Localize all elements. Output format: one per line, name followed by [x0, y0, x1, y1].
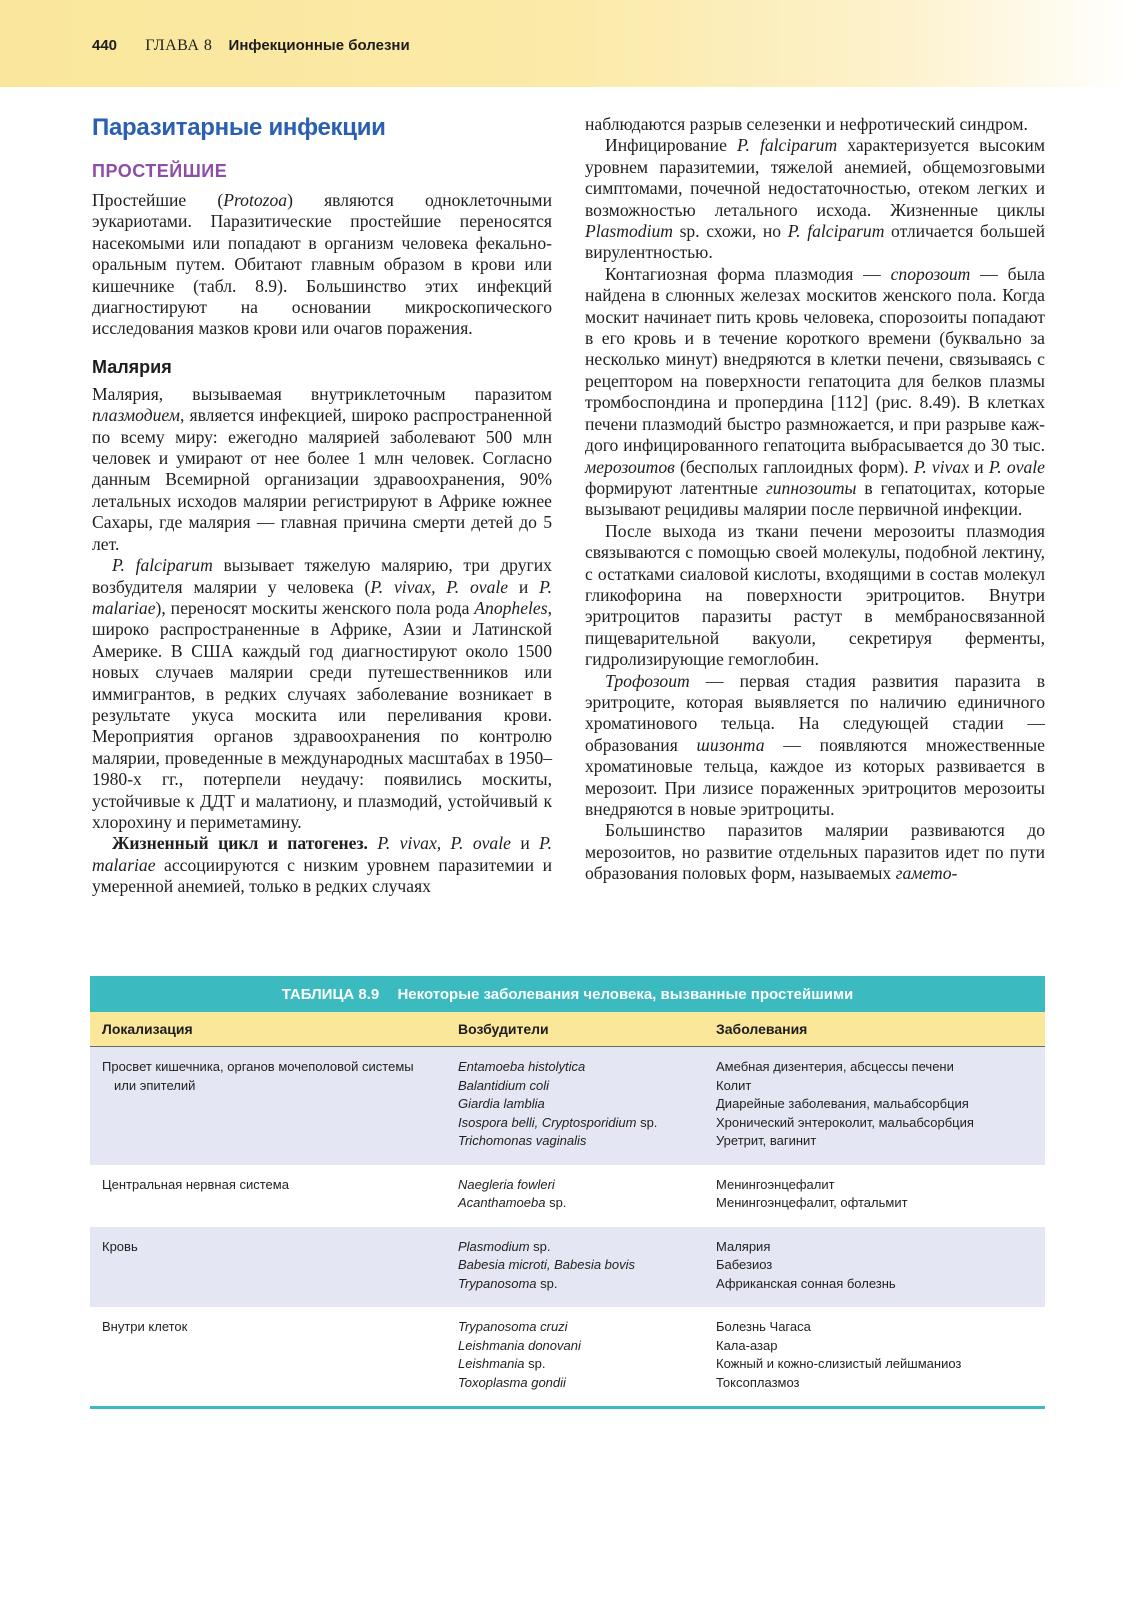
- text-run: sp.: [636, 1114, 658, 1130]
- table-row: [90, 1047, 1045, 1165]
- text-run: sp.: [536, 1275, 558, 1291]
- text-run: sp.: [529, 1238, 551, 1254]
- bold-run: Жизненный цикл и патогенез.: [112, 833, 368, 854]
- italic-run: Trichomonas vaginalis: [458, 1133, 587, 1148]
- agent-line: [458, 1058, 716, 1077]
- text-run: , является инфекцией, широко распространенной по всему миру: ежегодно малярией заболевают 500 млн человек и умирают от нее более 1 млн человек. Согласно данным Всемирной организации здравоохранения, 90% летальных исходов малярии регистрируют в Африке южнее Сахары, где малярия — главная причина смерти детей до 5 лет.: [92, 405, 552, 554]
- text-run: Простейшие (: [92, 190, 224, 210]
- text-run: ассоциируются с низким уровнем паразитемии и умеренной анемией, только в редких случаях: [92, 854, 552, 897]
- italic-run: Balantidium coli: [458, 1077, 550, 1093]
- disease-line: Болезнь Чагаса: [716, 1319, 811, 1334]
- italic-run: Babesia microti, Babesia bovis: [458, 1257, 636, 1272]
- table-row: [90, 1165, 1045, 1227]
- agent-line: [458, 1238, 716, 1257]
- location-line: или эпителий: [114, 1077, 196, 1093]
- text-run: Большинство паразитов малярии развиваются до мерозоитов, но развитие отдельных паразитов идет по пути образования половых форм, называемых: [585, 820, 1045, 884]
- text-run: и: [510, 833, 540, 854]
- disease-line: Колит: [716, 1077, 752, 1093]
- protozoa-table: [90, 976, 1045, 1409]
- location-cell: [90, 1176, 458, 1195]
- italic-run: Anopheles: [474, 597, 548, 618]
- paragraph: [92, 555, 552, 833]
- italic-run: Acanthamoeba: [458, 1195, 546, 1210]
- text-run: sp.: [545, 1195, 567, 1210]
- italic-run: P. falciparum: [112, 555, 213, 576]
- location-line: Кровь: [102, 1238, 138, 1254]
- agent-line: [458, 1114, 716, 1133]
- agents-cell: [458, 1238, 716, 1294]
- text-run: sp. схожи, но: [672, 221, 788, 242]
- subsection-title: ПРОСТЕЙШИЕ: [92, 161, 228, 181]
- text-run: , широко распространенные в Африке, Азии и Латинской Америке. В США каждый год диагностируют около 1500 новых случаев малярии среди путешественников или иммигрантов, в редких случаях заболевание возникает в результате укуса москита или переливания крови. Мероприятия органов здравоохранения по контролю малярии, проведенные в международных масштабах в 1950–1980-х гг., потерпели неудачу: появились москиты, устойчивые к ДДТ и малатиону, и плазмодий, устойчивый к хлорохину и периметамину.: [92, 597, 552, 832]
- disease-line: Африканская сонная болезнь: [716, 1275, 896, 1291]
- diseases-cell: [716, 1176, 1045, 1213]
- agent-line: [458, 1374, 716, 1393]
- disease-line: Кожный и кожно-слизистый лейшманиоз: [716, 1356, 962, 1371]
- malaria-heading: Малярия: [92, 356, 172, 377]
- italic-run: гамето-: [895, 863, 958, 884]
- paragraph: [585, 820, 1045, 884]
- italic-run: Leishmania donovani: [458, 1337, 581, 1353]
- text-run: вызывает тяжелую малярию, три других возбудителя малярии у человека (: [92, 555, 552, 597]
- table-title-bar: [90, 976, 1045, 1012]
- paragraph: [585, 521, 1045, 671]
- disease-line: Менингоэнцефалит, офтальмит: [716, 1195, 908, 1210]
- italic-run: спорозоит: [890, 263, 971, 284]
- location-cell: [90, 1238, 458, 1257]
- italic-run: плазмодием: [92, 405, 180, 426]
- italic-run: мерозоитов: [585, 456, 675, 477]
- paragraph: [92, 190, 552, 340]
- left-column: [92, 114, 552, 898]
- text-run: отличается большей вирулентностью.: [585, 221, 1045, 263]
- text-run: — первая стадия развития паразита в эритроците, которая выявляется по наличию единичного хроматинового тельца. На следующей стадии — образования: [585, 670, 1045, 755]
- location-line: Центральная нервная система: [102, 1176, 289, 1192]
- italic-run: Trypanosoma cruzi: [458, 1319, 568, 1334]
- column-header-agents: Возбудители: [458, 1021, 549, 1037]
- disease-line: Амебная дизентерия, абсцессы печени: [716, 1059, 954, 1074]
- diseases-cell: [716, 1058, 1045, 1151]
- italic-run: P. vivax, P. ovale: [377, 833, 511, 854]
- diseases-cell: [716, 1318, 1045, 1392]
- agent-line: [458, 1077, 716, 1096]
- disease-line: Бабезиоз: [716, 1257, 773, 1272]
- column-header-location: Локализация: [102, 1021, 193, 1037]
- text-run: и: [508, 576, 540, 597]
- text-run: — появляются множественные хроматиновые тельца, каждое из которых развивается в мерозоит. При лизисе пораженных эритроцитов мерозоиты внедряются в новые эритроциты.: [585, 734, 1045, 819]
- text-run: ) являются одноклеточными эукариотами. Паразитические простейшие переносятся насекомыми или попадают в организм человека фекально-оральным путем. Обитают главным образом в крови или кишечнике (табл. 8.9). Большинство этих инфекций диагностируют на основании микроскопического исследования мазков крови или очагов поражения.: [92, 190, 552, 339]
- agents-cell: [458, 1058, 716, 1151]
- italic-run: шизонта: [696, 734, 765, 755]
- text-run: (бесполых гаплоидных форм).: [674, 456, 914, 477]
- text-run: [368, 833, 377, 853]
- text-run: — была найдена в слюнных железах москитов женского пола. Когда москит начинает пить кровь человека, спорозоиты попадают в его кровь и в течение короткого времени (буквально за несколько минут) внедряются в клетки печени, связываясь с рецептором на поверхности гепатоцита для белков плазмы тромбоспондина и пропердина [112] (рис. 8.49). В клетках печени плазмодий быстро размножается, и при разрыве каждого инфицированного гепатоцита выбрасывается до 30 тыс.: [585, 263, 1045, 456]
- paragraph: [92, 384, 552, 555]
- italic-run: гипнозоиты: [765, 477, 857, 498]
- agent-line: [458, 1318, 716, 1337]
- paragraph: [585, 135, 1045, 263]
- table-row: [90, 1307, 1045, 1406]
- chapter-label: ГЛАВА 8: [145, 37, 213, 54]
- table-body: [90, 1047, 1045, 1406]
- table-title: Некоторые заболевания человека, вызванные простейшими: [397, 986, 854, 1003]
- italic-run: Plasmodium: [585, 221, 673, 242]
- agent-line: [458, 1355, 716, 1374]
- diseases-cell: [716, 1238, 1045, 1294]
- disease-line: Хронический энтероколит, мальабсорбция: [716, 1114, 974, 1130]
- italic-run: Isospora belli, Cryptosporidium: [458, 1114, 637, 1130]
- agent-line: [458, 1194, 716, 1213]
- column-header-diseases: Заболевания: [716, 1021, 808, 1037]
- right-column: [585, 114, 1045, 885]
- table-bottom-rule: [90, 1406, 1045, 1409]
- italic-run: Entamoeba histolytica: [458, 1059, 586, 1074]
- agent-line: [458, 1275, 716, 1294]
- text-run: ), переносят москиты женского пола рода: [155, 597, 475, 618]
- agents-cell: [458, 1318, 716, 1392]
- italic-run: P. vivax, P. ovale: [370, 576, 509, 597]
- disease-line: Менингоэнцефалит: [716, 1176, 835, 1192]
- italic-run: Naegleria fowleri: [458, 1176, 555, 1192]
- agent-line: [458, 1337, 716, 1356]
- agent-line: [458, 1132, 716, 1151]
- table-header-row: [90, 1012, 1045, 1047]
- italic-run: P. malariae: [92, 833, 553, 875]
- paragraph: [585, 264, 1045, 521]
- text-run: характеризуется высоким уровнем паразитемии, тяжелой анемией, общемозговыми симптомами, почечной недостаточностью, отеком легких и возможностью летального исхода. Жизненные циклы: [585, 135, 1045, 220]
- italic-run: Giardia lamblia: [458, 1096, 545, 1111]
- text-run: в гепатоцитах, которые вызывают рецидивы малярии после первичной инфекции.: [585, 477, 1045, 520]
- text-run: наблюдаются разрыв селезенки и нефротический синдром.: [585, 114, 1028, 134]
- paragraph: [585, 114, 1045, 135]
- italic-run: Leishmania: [458, 1356, 525, 1371]
- agent-line: [458, 1095, 716, 1114]
- location-line: Внутри клеток: [102, 1319, 188, 1334]
- italic-run: Protozoa: [223, 190, 288, 210]
- italic-run: Трофозоит: [605, 670, 690, 691]
- italic-run: Trypanosoma: [458, 1275, 537, 1291]
- italic-run: P. ovale: [988, 456, 1045, 477]
- running-header: [92, 37, 410, 55]
- text-run: Инфицирование: [605, 135, 737, 156]
- agent-line: [458, 1256, 716, 1275]
- disease-line: Кала-азар: [716, 1337, 778, 1353]
- table-row: [90, 1227, 1045, 1308]
- location-cell: [90, 1058, 458, 1095]
- italic-run: Plasmodium: [458, 1238, 530, 1254]
- location-cell: [90, 1318, 458, 1337]
- paragraph: [585, 671, 1045, 821]
- location-line: Просвет кишечника, органов мочеполовой системы: [102, 1059, 414, 1074]
- italic-run: P. falciparum: [787, 221, 885, 242]
- text-run: sp.: [524, 1356, 546, 1371]
- section-title: Паразитарные инфекции: [92, 114, 386, 141]
- table-number: ТАБЛИЦА 8.9: [281, 986, 380, 1003]
- disease-line: Малярия: [716, 1238, 771, 1254]
- text-run: и: [969, 456, 989, 477]
- chapter-title: Инфекционные болезни: [228, 37, 410, 54]
- italic-run: Toxoplasma gondii: [458, 1374, 566, 1390]
- agents-cell: [458, 1176, 716, 1213]
- disease-line: Токсоплазмоз: [716, 1374, 800, 1390]
- disease-line: Уретрит, вагинит: [716, 1133, 817, 1148]
- text-run: Контагиозная форма плазмодия —: [605, 263, 891, 284]
- disease-line: Диарейные заболевания, мальабсорбция: [716, 1096, 969, 1111]
- agent-line: [458, 1176, 716, 1195]
- text-run: формируют латентные: [585, 477, 766, 498]
- text-run: Малярия, вызываемая внутриклеточным паразитом: [92, 383, 552, 404]
- paragraph: [92, 833, 552, 897]
- text-run: После выхода из ткани печени мерозоиты плазмодия связываются с помощью своей молекулы, подобной лектину, с остатками сиаловой кислоты, входящими в состав молекул гликофорина на поверхности эритроцитов. Внутри эритроцитов паразиты растут в мембраносвязанной пищеварительной вакуоли, секретируя ферменты, гидролизирующие гемоглобин.: [585, 520, 1045, 670]
- italic-run: P. vivax: [913, 456, 970, 477]
- italic-run: P. malariae: [92, 576, 552, 618]
- page-number: 440: [92, 37, 118, 54]
- italic-run: P. falciparum: [736, 135, 838, 156]
